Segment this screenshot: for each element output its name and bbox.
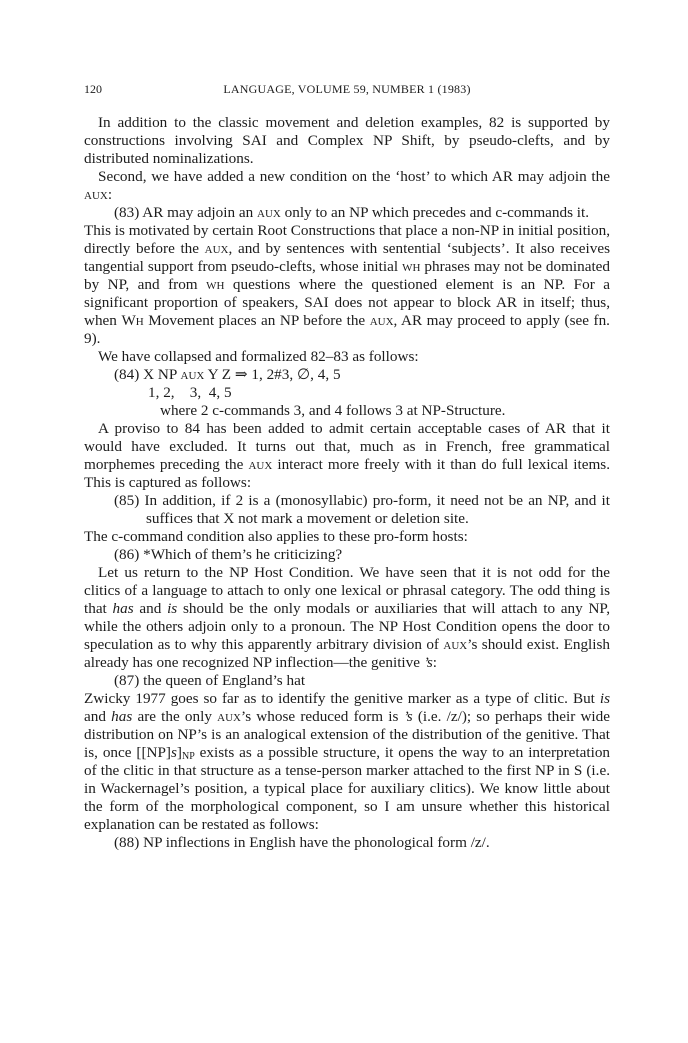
paragraph: We have collapsed and formalized 82–83 as follows: (98, 348, 419, 365)
paragraph: Let us return to the NP Host Condition. We have seen that it is not odd for the clitics of a language to attach to only one lexical or phrasal category. The odd thing is that has and is should be the only modals or auxiliaries that will attach to any NP, while the others adjoin only to a pronoun. The NP Host Condition opens the door to speculation as to why this apparently arbitrary division of aux’s should exist. English already has one recognized NP inflection—the genitive ’s: (84, 564, 611, 671)
paragraph: The c-command condition also applies to these pro-form hosts: (84, 528, 468, 545)
example-84-condition: where 2 c-commands 3, and 4 follows 3 at NP-Structure. (160, 402, 506, 419)
example-84-indices: 1, 2, 3, 4, 5 (148, 384, 232, 401)
example-85: (85) In addition, if 2 is a (monosyllabic) pro-form, it need not be an NP, and it suffices that X not mark a movement or deletion site. (114, 492, 610, 527)
example-86: (86) *Which of them’s he criticizing? (114, 546, 343, 563)
paragraph: Zwicky 1977 goes so far as to identify the genitive marker as a type of clitic. But is and has are the only aux’s whose reduced form is ’s (i.e. /z/); so perhaps their wide distribution on NP’s is an analogical extension of the distribution of the genitive. That is, once $[[NP]s]_{NP}$ exists as a possible structure, it opens the way to an interpretation of the clitic in that structure as a tense-person marker attached to the first NP in S (i.e. in Wackernagel’s position, a typical place for auxiliary clitics). We know little about the form of the morphological component, so I am unsure whether this historical explanation can be restated as follows: (84, 690, 611, 833)
paragraph: This is motivated by certain Root Constructions that place a non-NP in initial position, directly before the aux, and by sentences with sentential ‘subjects’. It also receives tangential support from pseudo-clefts, whose initial wh phrases may not be dominated by NP, and from wh questions where the questioned element is an NP. For a significant proportion of speakers, SAI does not appear to block AR in itself; thus, when Wh Movement places an NP before the aux, AR may proceed to apply (see fn. 9). (84, 222, 611, 347)
example-88: (88) NP inflections in English have the phonological form /z/. (114, 834, 490, 851)
example-87: (87) the queen of England’s hat (114, 672, 306, 689)
paragraph: In addition to the classic movement and deletion examples, 82 is supported by constructions involving SAI and Complex NP Shift, by pseudo-clefts, and by distributed nominalizations. (84, 114, 610, 167)
example-83: (83) AR may adjoin an aux only to an NP which precedes and c-commands it. (114, 204, 590, 221)
body-text (84, 114, 610, 852)
page-number: 120 (84, 82, 102, 96)
paragraph: Second, we have added a new condition on the ‘host’ to which AR may adjoin the aux: (84, 168, 610, 203)
page-header (84, 82, 610, 100)
example-84: (84) X NP aux Y Z ⇒ 1, 2#3, ∅, 4, 5 (114, 366, 341, 383)
running-title: LANGUAGE, VOLUME 59, NUMBER 1 (1983) (223, 82, 471, 96)
paragraph: A proviso to 84 has been added to admit certain acceptable cases of AR that it would have excluded. It turns out that, much as in French, free grammatical morphemes preceding the aux interact more freely with it than do full lexical items. This is captured as follows: (84, 420, 610, 491)
